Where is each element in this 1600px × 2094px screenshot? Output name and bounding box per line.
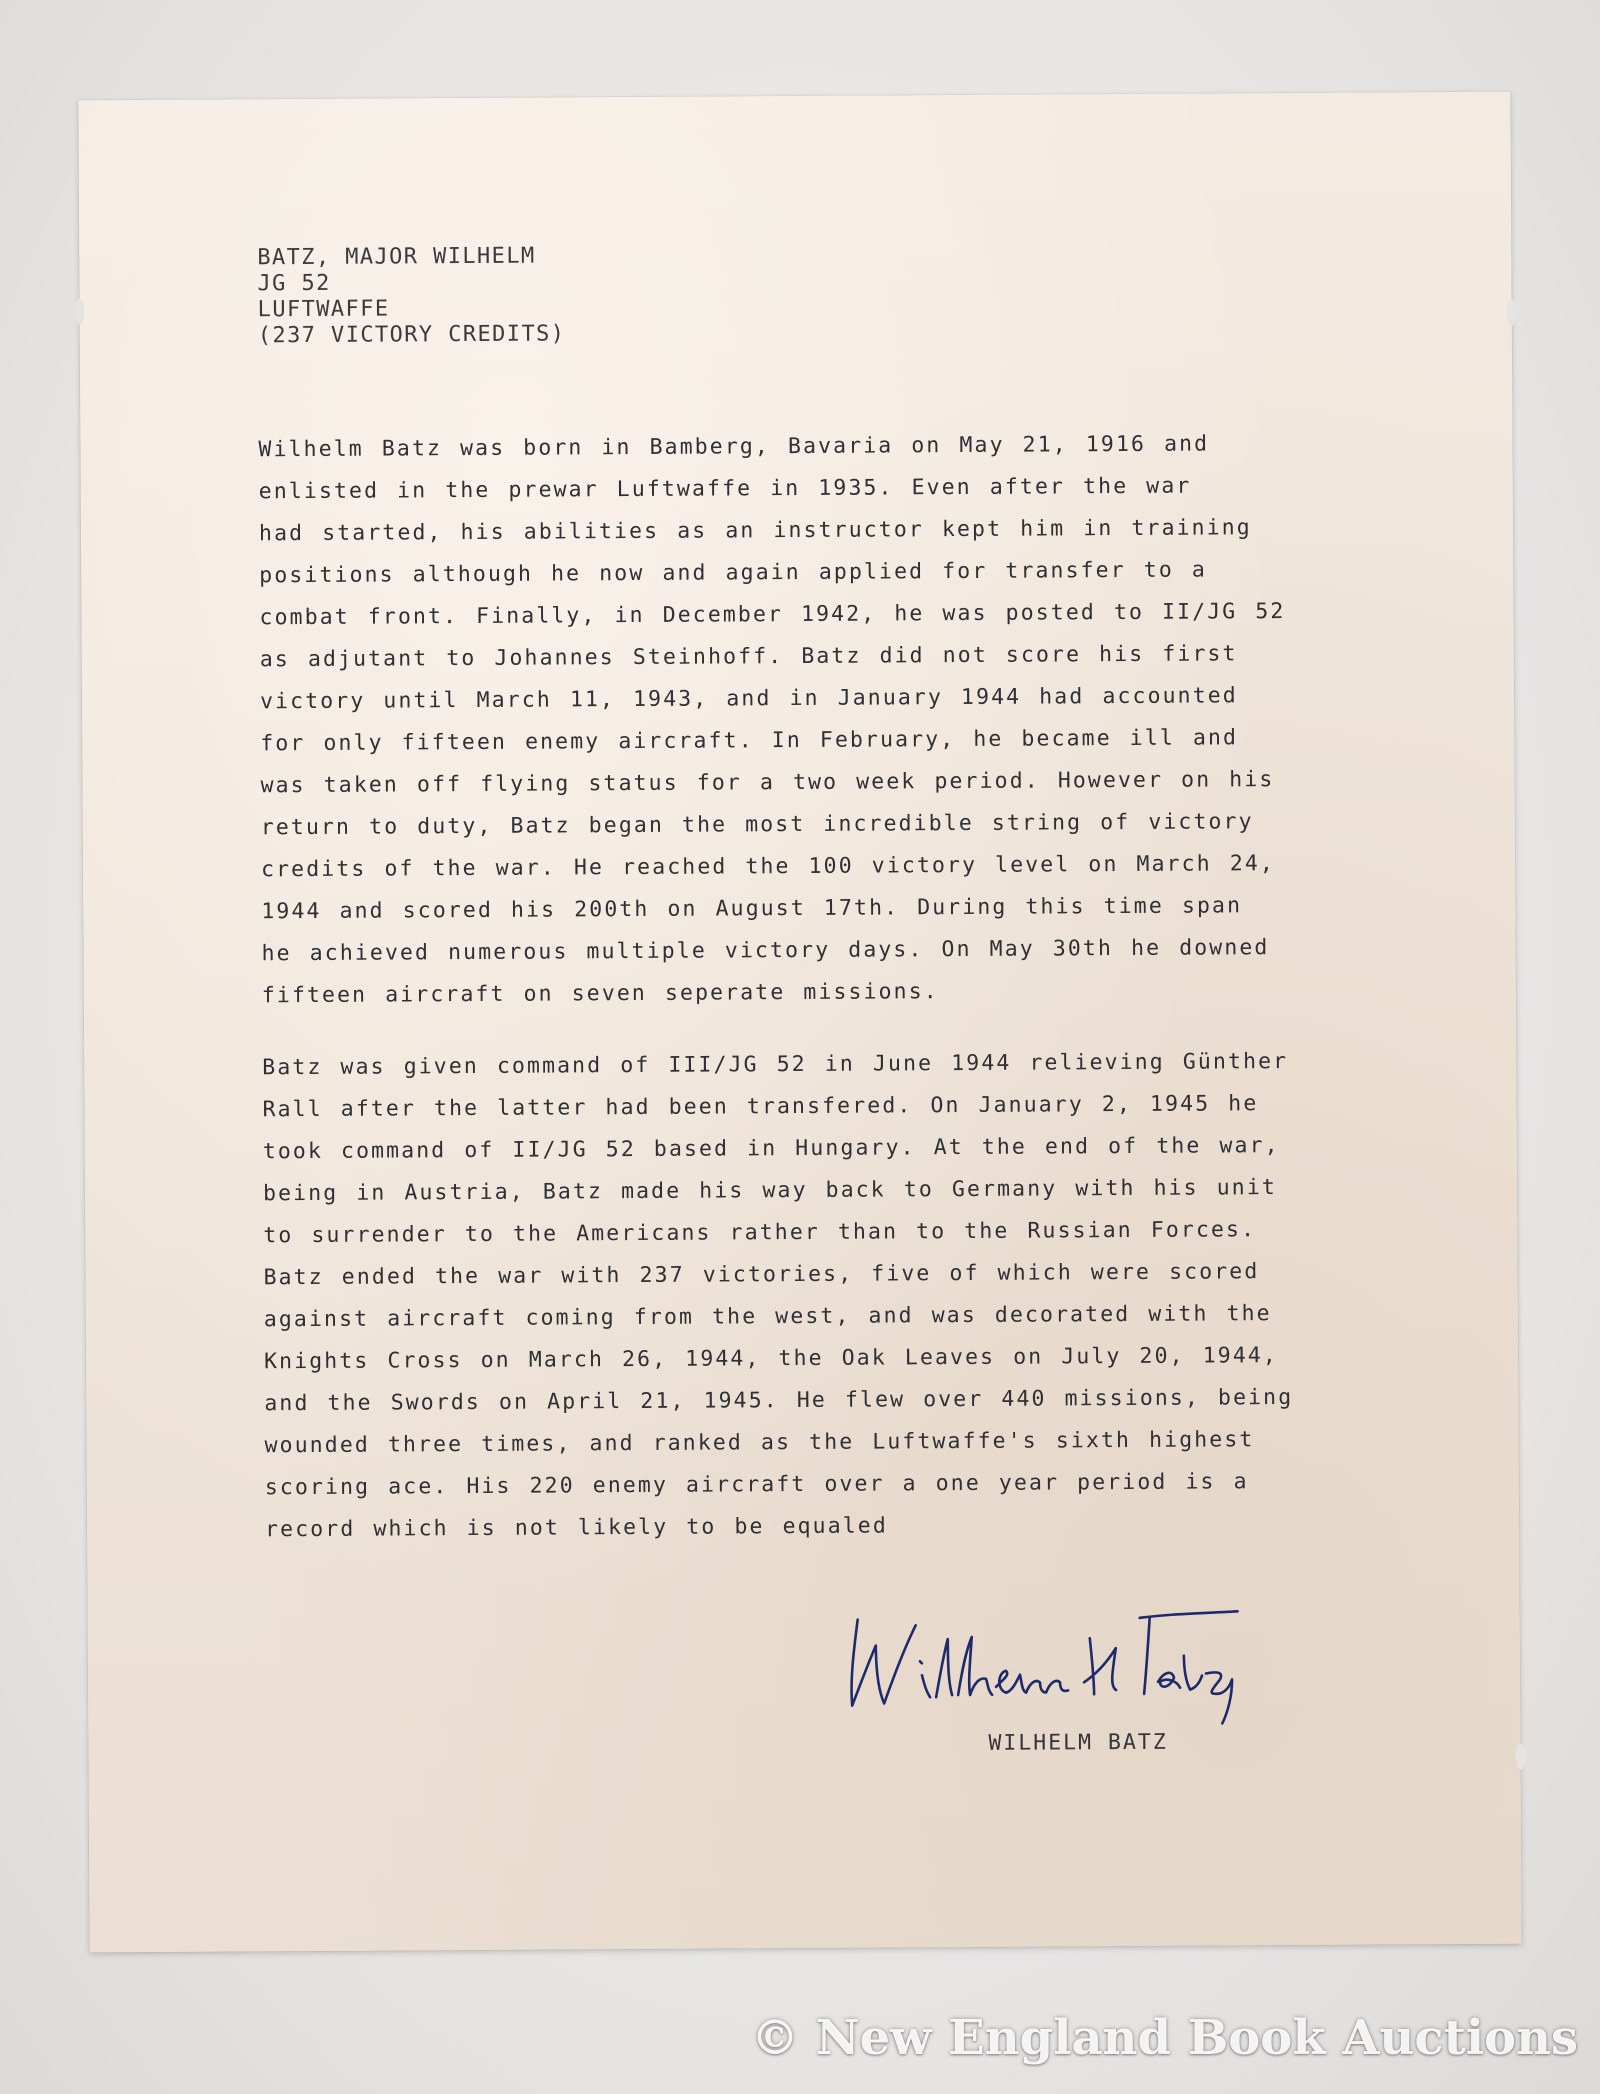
text-line: as adjutant to Johannes Steinhoff. Batz did not score his first (259, 641, 1238, 673)
paper-notch (1515, 1744, 1525, 1770)
text-line: Batz was given command of III/JG 52 in June 1944 relieving Günther (262, 1049, 1289, 1081)
text-line: combat front. Finally, in December 1942, he was posted to II/JG 52 (259, 599, 1286, 631)
header-credits: (237 VICTORY CREDITS) (257, 321, 566, 349)
header-name: BATZ, MAJOR WILHELM (257, 243, 536, 271)
paper-notch (1507, 300, 1517, 326)
signer-typed-name: WILHELM BATZ (988, 1729, 1168, 1756)
paper-notch (75, 298, 85, 324)
text-line: record which is not likely to be equaled (265, 1513, 888, 1543)
text-line: victory until March 11, 1943, and in January 1944 had accounted (259, 683, 1238, 715)
text-line: Knights Cross on March 26, 1944, the Oak Leaves on July 20, 1944, (263, 1343, 1278, 1375)
text-line: wounded three times, and ranked as the Luftwaffe's sixth highest (264, 1427, 1255, 1459)
header-unit: JG 52 (257, 270, 331, 297)
document-header (257, 243, 565, 349)
text-line: return to duty, Batz began the most incredible string of victory (260, 809, 1254, 841)
document-sheet (78, 92, 1521, 1953)
text-line: Wilhelm Batz was born in Bamberg, Bavaria on May 21, 1916 and (258, 431, 1210, 463)
handwritten-signature (839, 1577, 1280, 1730)
copyright-watermark: © New England Book Auctions (751, 2010, 1578, 2066)
text-line: credits of the war. He reached the 100 victory level on March 24, (260, 851, 1275, 883)
text-line: enlisted in the prewar Luftwaffe in 1935. Even after the war (258, 473, 1192, 505)
text-line: he achieved numerous multiple victory days. On May 30th he downed (261, 935, 1270, 967)
biography-paragraph-2 (262, 1041, 1375, 1552)
text-line: was taken off flying status for a two week period. However on his (260, 767, 1275, 799)
text-line: and the Swords on April 21, 1945. He flew over 440 missions, being (264, 1384, 1294, 1417)
text-line: fifteen aircraft on seven seperate missions. (261, 979, 939, 1009)
text-line: for only fifteen enemy aircraft. In February, he became ill and (260, 725, 1239, 757)
header-service: LUFTWAFFE (257, 296, 390, 323)
text-line: positions although he now and again applied for transfer to a (259, 557, 1208, 589)
text-line: against aircraft coming from the west, and was decorated with the (263, 1301, 1272, 1333)
text-line: had started, his abilities as an instructor kept him in training (258, 515, 1252, 547)
text-line: took command of II/JG 52 based in Hungary. At the end of the war, (262, 1133, 1280, 1165)
text-line: to surrender to the Americans rather than to the Russian Forces. (263, 1217, 1257, 1249)
text-line: 1944 and scored his 200th on August 17th. During this time span (261, 893, 1243, 925)
text-line: being in Austria, Batz made his way back to Germany with his unit (262, 1175, 1277, 1207)
text-line: Batz ended the war with 237 victories, five of which were scored (263, 1259, 1260, 1291)
text-line: Rall after the latter had been transfered. On January 2, 1945 he (262, 1091, 1259, 1123)
biography-paragraph-1 (258, 423, 1372, 1018)
text-line: scoring ace. His 220 enemy aircraft over a one year period is a (264, 1469, 1249, 1501)
